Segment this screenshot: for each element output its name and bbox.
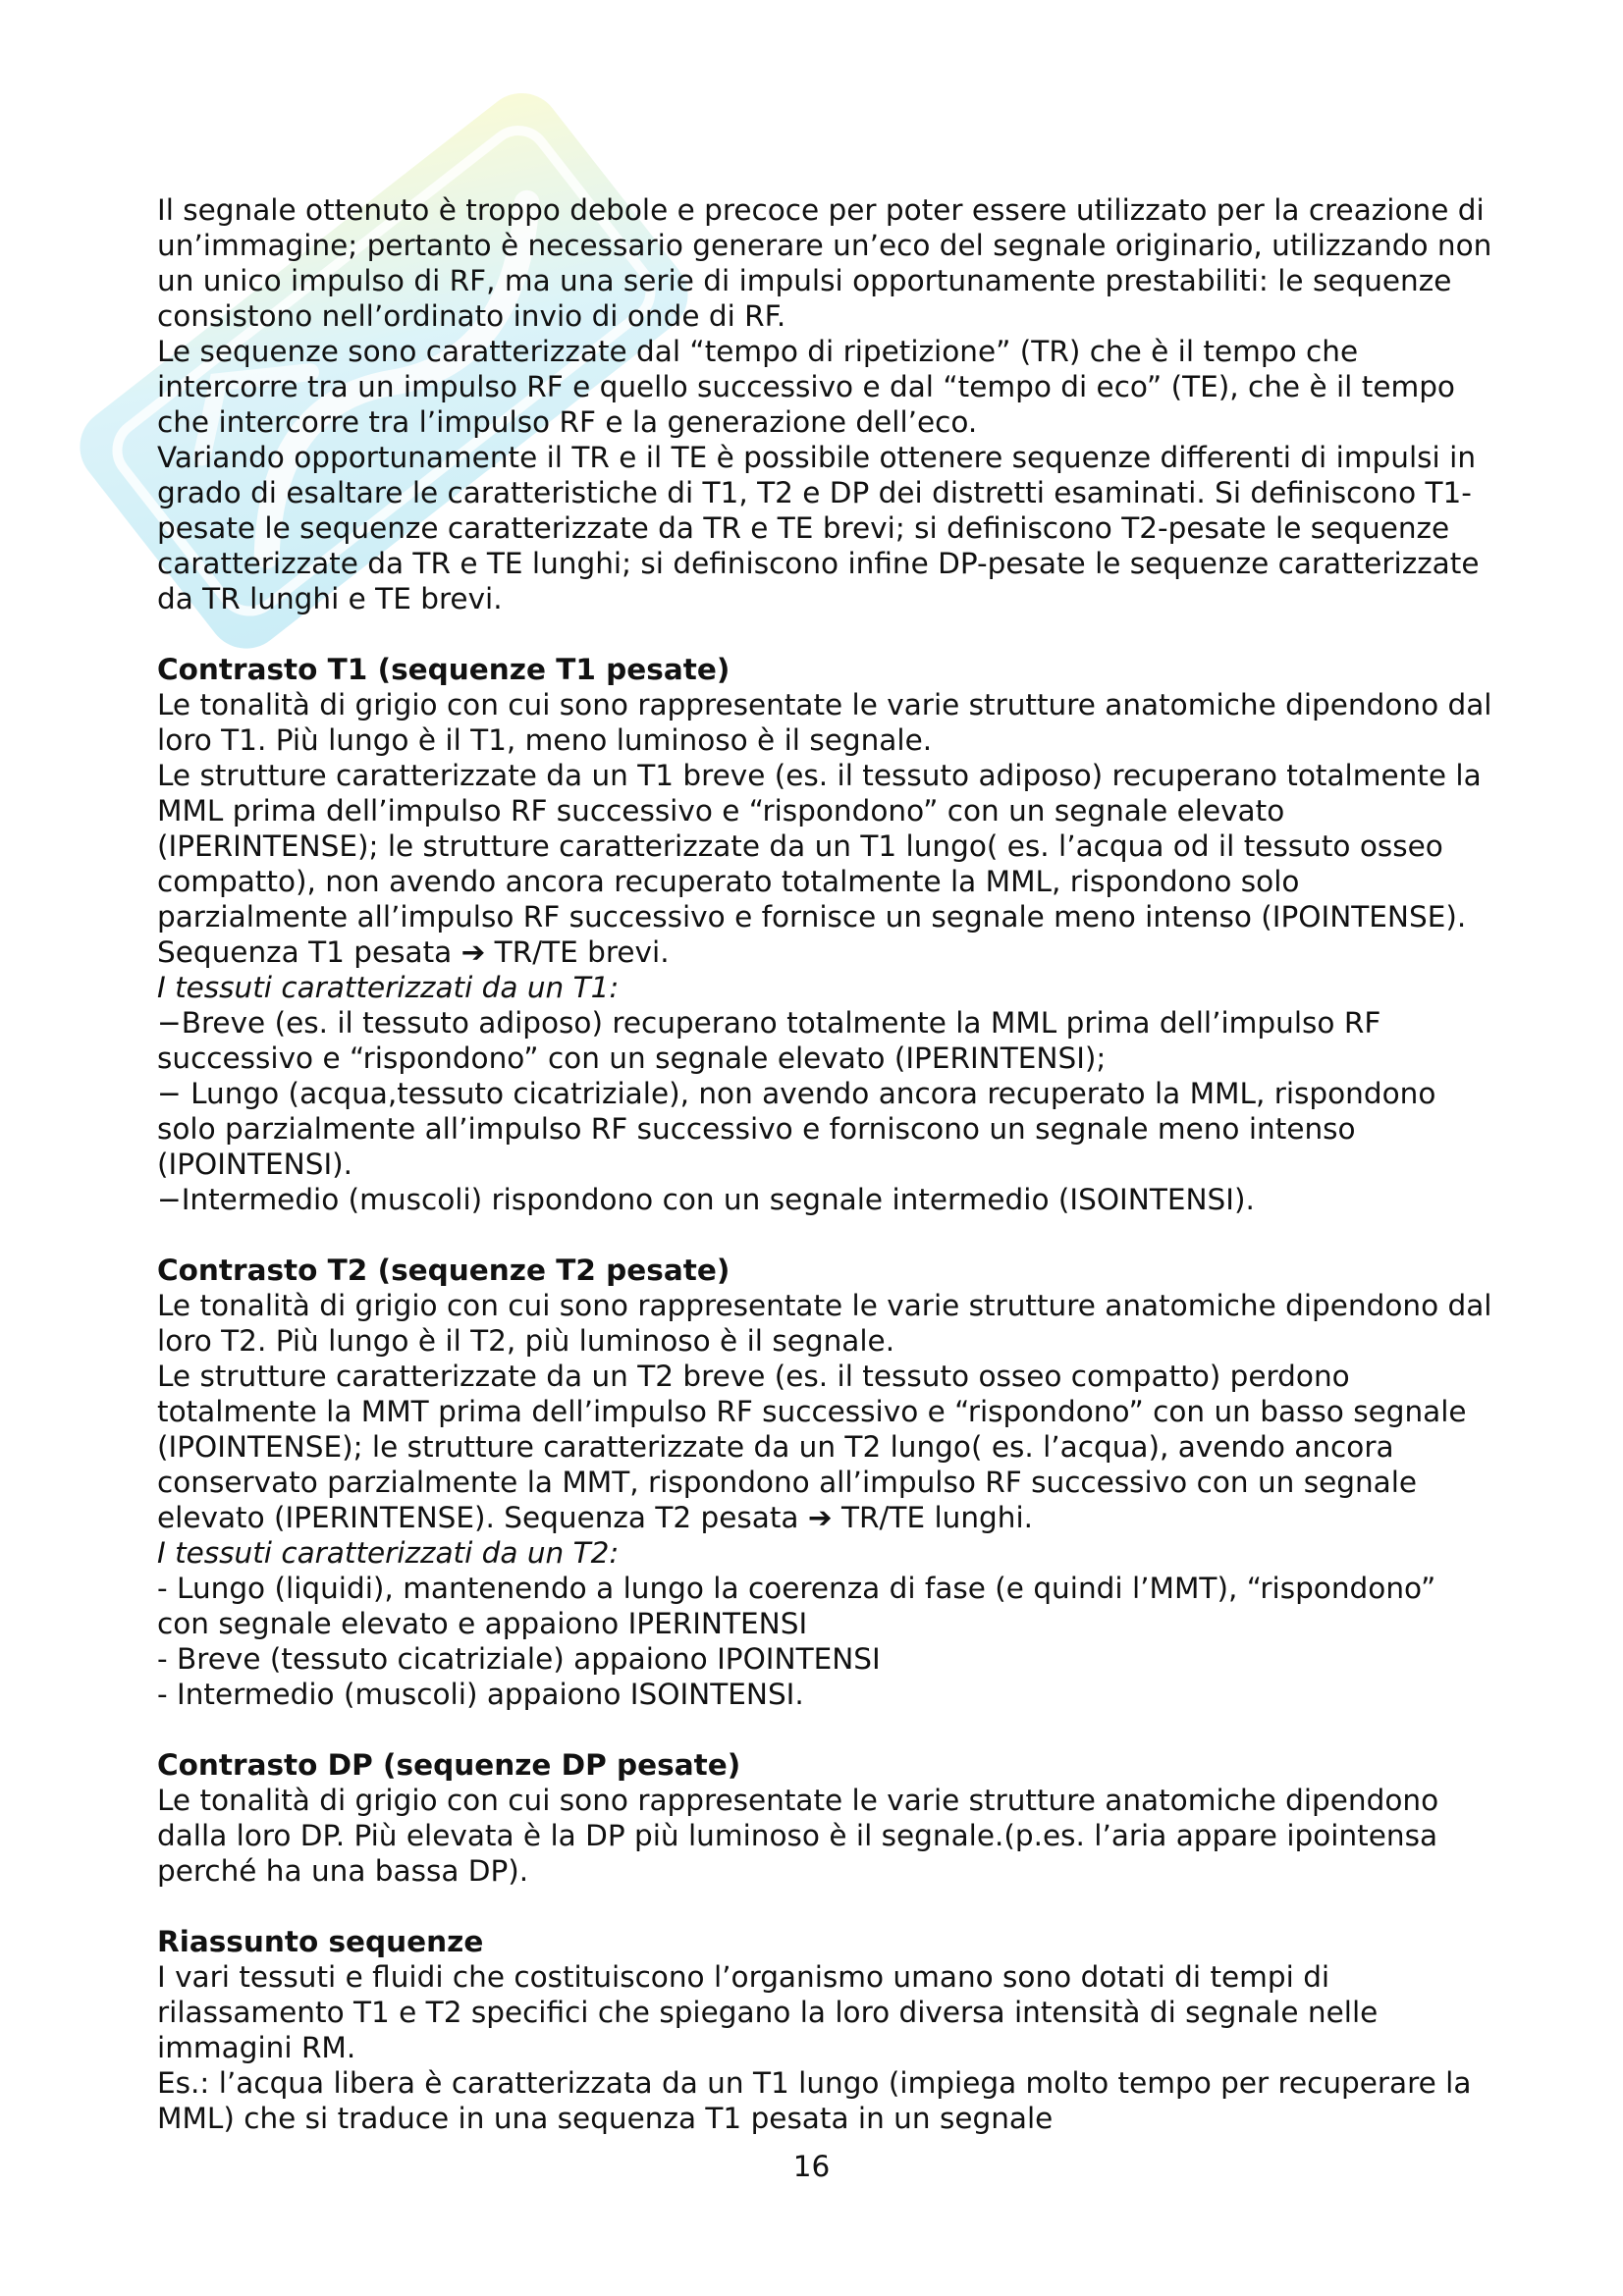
summary-paragraph-2: Es.: l’acqua libera è caratterizzata da un T1 lungo (impiega molto tempo per recuperare la MML) che si traduce in una sequenza T1 pesata in un segnale: [157, 2066, 1472, 2135]
section-heading-t2: Contrasto T2 (sequenze T2 pesate): [157, 1254, 730, 1287]
document-page: [157, 192, 1492, 2136]
section-heading-dp: Contrasto DP (sequenze DP pesate): [157, 1748, 741, 1782]
t2-subheading: I tessuti caratterizzati da un T2:: [157, 1536, 620, 1570]
dp-paragraph-1: Le tonalità di grigio con cui sono rappresentate le varie strutture anatomiche dipendono dalla loro DP. Più elevata è la DP più luminoso è il segnale.(p.es. l’aria appare ipointensa perché ha una bassa DP).: [157, 1784, 1439, 1888]
list-item: - Intermedio (muscoli) appaiono ISOINTENSI.: [157, 1678, 804, 1711]
intro-paragraph-1: Il segnale ottenuto è troppo debole e precoce per poter essere utilizzato per la creazione di un’immagine; pertanto è necessario generare un’eco del segnale originario, utilizzando non un unico impulso di RF, ma una serie di impulsi opportunamente prestabiliti: le sequenze consistono nell’ordinato invio di onde di RF.: [157, 193, 1492, 333]
t1-subheading: I tessuti caratterizzati da un T1:: [157, 971, 620, 1004]
list-item: - Lungo (liquidi), mantenendo a lungo la coerenza di fase (e quindi l’MMT), “rispondono” con segnale elevato e appaiono IPERINTENSI: [157, 1572, 1436, 1640]
t2-paragraph-2: Le strutture caratterizzate da un T2 breve (es. il tessuto osseo compatto) perdono totalmente la MMT prima dell’impulso RF successivo e “rispondono” con un basso segnale (IPOINTENSE); le strutture caratterizzate da un T2 lungo( es. l’acqua), avendo ancora conservato parzialmente la MMT, rispondono all’impulso RF successivo con un segnale elevato (IPERINTENSE). Sequenza T2 pesata ➔ TR/TE lunghi.: [157, 1360, 1467, 1534]
section-heading-summary: Riassunto sequenze: [157, 1925, 484, 1958]
intro-paragraph-3: Variando opportunamente il TR e il TE è possibile ottenere sequenze differenti di impulsi in grado di esaltare le caratteristiche di T1, T2 e DP dei distretti esaminati. Si definiscono T1-pesate le sequenze caratterizzate da TR e TE brevi; si definiscono T2-pesate le sequenze caratterizzate da TR e TE lunghi; si definiscono infine DP-pesate le sequenze caratterizzate da TR lunghi e TE brevi.: [157, 441, 1480, 615]
list-item: −Breve (es. il tessuto adiposo) recuperano totalmente la MML prima dell’impulso RF successivo e “rispondono” con un segnale elevato (IPERINTENSI);: [157, 1006, 1381, 1075]
t1-paragraph-2: Le strutture caratterizzate da un T1 breve (es. il tessuto adiposo) recuperano totalmente la MML prima dell’impulso RF successivo e “rispondono” con un segnale elevato (IPERINTENSE); le strutture caratterizzate da un T1 lungo( es. l’acqua od il tessuto osseo compatto), non avendo ancora recuperato totalmente la MML, rispondono solo parzialmente all’impulso RF successivo e fornisce un segnale meno intenso (IPOINTENSE). Sequenza T1 pesata ➔ TR/TE brevi.: [157, 759, 1482, 969]
list-item: −Intermedio (muscoli) rispondono con un segnale intermedio (ISOINTENSI).: [157, 1183, 1255, 1216]
section-heading-t1: Contrasto T1 (sequenze T1 pesate): [157, 653, 730, 686]
intro-paragraph-2: Le sequenze sono caratterizzate dal “tempo di ripetizione” (TR) che è il tempo che intercorre tra un impulso RF e quello successivo e dal “tempo di eco” (TE), che è il tempo che intercorre tra l’impulso RF e la generazione dell’eco.: [157, 335, 1455, 439]
list-item: − Lungo (acqua,tessuto cicatriziale), non avendo ancora recuperato la MML, rispondono solo parzialmente all’impulso RF successivo e forniscono un segnale meno intenso (IPOINTENSI).: [157, 1077, 1436, 1181]
t2-paragraph-1: Le tonalità di grigio con cui sono rappresentate le varie strutture anatomiche dipendono dal loro T2. Più lungo è il T2, più luminoso è il segnale.: [157, 1289, 1492, 1358]
t1-paragraph-1: Le tonalità di grigio con cui sono rappresentate le varie strutture anatomiche dipendono dal loro T1. Più lungo è il T1, meno luminoso è il segnale.: [157, 688, 1492, 757]
page-number: 16: [792, 2150, 831, 2183]
list-item: - Breve (tessuto cicatriziale) appaiono IPOINTENSI: [157, 1642, 881, 1676]
summary-paragraph-1: I vari tessuti e fluidi che costituiscono l’organismo umano sono dotati di tempi di rilassamento T1 e T2 specifici che spiegano la loro diversa intensità di segnale nelle immagini RM.: [157, 1960, 1379, 2064]
